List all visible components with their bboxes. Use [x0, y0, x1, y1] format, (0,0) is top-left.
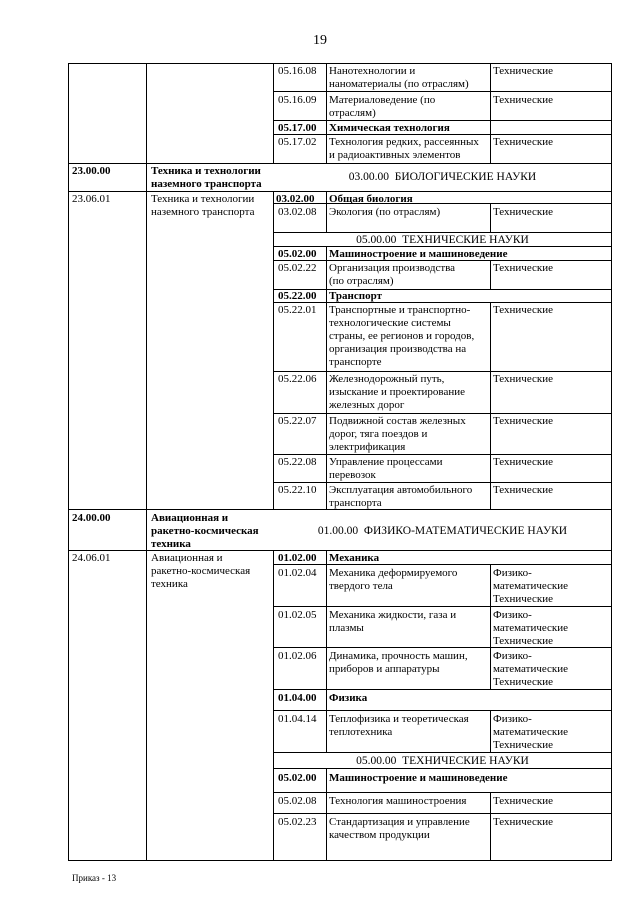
table-border — [273, 710, 612, 711]
row-name: Механика — [329, 552, 380, 564]
table-border — [68, 163, 612, 164]
science-header: 01.00.00 ФИЗИКО-МАТЕМАТИЧЕСКИЕ НАУКИ — [317, 525, 568, 537]
table-border — [146, 63, 147, 861]
row-name: Эксплуатация автомобильного транспорта — [329, 484, 473, 509]
table-border — [68, 63, 612, 64]
row-branch: Физико- математические Технические — [493, 650, 569, 688]
table-border — [273, 203, 612, 204]
row-branch: Технические — [493, 304, 553, 316]
row-branch: Технические — [493, 795, 553, 807]
row-branch: Технические — [493, 373, 553, 385]
table-border — [273, 606, 612, 607]
row-name: Транспорт — [329, 290, 382, 302]
row-code: 05.02.00 — [278, 772, 317, 784]
row-name: Машиностроение и машиноведение — [329, 772, 508, 784]
table-border — [273, 813, 612, 814]
row-branch: Технические — [493, 262, 553, 274]
row-code: 05.22.07 — [278, 415, 317, 427]
table-border — [490, 710, 491, 752]
table-border — [68, 191, 612, 192]
row-code: 01.04.14 — [278, 713, 317, 725]
table-border — [490, 63, 491, 163]
group-code: 24.00.00 — [72, 512, 111, 524]
row-branch: Технические — [493, 206, 553, 218]
row-name: Технология редких, рассеянных и радиоактивных элементов — [329, 136, 479, 161]
row-name: Организация производства (по отраслям) — [329, 262, 456, 287]
row-code: 05.02.22 — [278, 262, 317, 274]
table-border — [273, 413, 612, 414]
table-border — [273, 63, 274, 163]
row-branch: Технические — [493, 136, 553, 148]
row-code: 01.02.06 — [278, 650, 317, 662]
table-border — [273, 792, 612, 793]
table-border — [273, 371, 612, 372]
row-branch: Физико- математические Технические — [493, 567, 569, 605]
row-code: 05.17.00 — [278, 122, 317, 134]
row-name: Машиностроение и машиноведение — [329, 248, 508, 260]
row-code: 05.22.08 — [278, 456, 317, 468]
table-border — [326, 191, 327, 232]
table-border — [490, 792, 491, 860]
row-name: Общая биология — [329, 193, 413, 205]
row-name: Железнодорожный путь, изыскание и проектирование железных дорог — [329, 373, 465, 411]
row-code: 05.16.08 — [278, 65, 317, 77]
row-branch: Технические — [493, 484, 553, 496]
science-header: 05.00.00 ТЕХНИЧЕСКИЕ НАУКИ — [356, 234, 529, 246]
row-name: Физика — [329, 692, 368, 704]
row-code: 05.02.23 — [278, 816, 317, 828]
row-code: 05.22.10 — [278, 484, 317, 496]
table-border — [490, 260, 491, 289]
table-border — [68, 550, 612, 551]
row-name: Материаловедение (по отраслям) — [329, 94, 436, 119]
table-border — [490, 302, 491, 509]
row-code: 01.02.00 — [278, 552, 317, 564]
row-name: Нанотехнологии и наноматериалы (по отраслям) — [329, 65, 469, 90]
table-border — [326, 246, 327, 509]
table-border — [490, 203, 491, 232]
table-border — [273, 120, 612, 121]
row-name: Динамика, прочность машин, приборов и аппаратуры — [329, 650, 468, 675]
table-border — [611, 63, 612, 861]
science-header: 03.00.00 БИОЛОГИЧЕСКИЕ НАУКИ — [348, 171, 537, 183]
table-border — [68, 860, 612, 861]
science-header: 05.00.00 ТЕХНИЧЕСКИЕ НАУКИ — [356, 755, 529, 767]
row-name: Управление процессами перевозок — [329, 456, 443, 481]
specialty-code: 23.06.01 — [72, 193, 111, 205]
table-border — [490, 564, 491, 689]
row-code: 05.02.08 — [278, 795, 317, 807]
table-border — [273, 454, 612, 455]
table-border — [273, 482, 612, 483]
row-name: Экология (по отраслям) — [329, 206, 441, 218]
specialty-name: Техника и технологии наземного транспорта — [151, 193, 255, 218]
row-branch: Физико- математические Технические — [493, 609, 569, 647]
table-border — [326, 550, 327, 752]
group-name: Техника и технологии наземного транспорта — [151, 165, 262, 190]
specialty-name: Авиационная и ракетно-космическая техника — [151, 552, 251, 590]
row-code: 05.22.06 — [278, 373, 317, 385]
row-name: Химическая технология — [329, 122, 450, 134]
row-code: 05.02.00 — [278, 248, 317, 260]
row-name: Стандартизация и управление качеством продукции — [329, 816, 470, 841]
row-branch: Технические — [493, 94, 553, 106]
group-code: 23.00.00 — [72, 165, 111, 177]
row-branch: Технические — [493, 65, 553, 77]
row-name: Транспортные и транспортно- технологические системы страны, ее регионов и городов, организация производства на транспорте — [329, 304, 475, 368]
row-branch: Технические — [493, 456, 553, 468]
table-border — [273, 768, 612, 769]
row-name: Подвижной состав железных дорог, тяга поездов и электрификация — [329, 415, 466, 453]
table-border — [273, 302, 612, 303]
row-code: 05.17.02 — [278, 136, 317, 148]
table-border — [326, 768, 327, 860]
row-code: 03.02.08 — [278, 206, 317, 218]
table-border — [273, 752, 612, 753]
specialty-code: 24.06.01 — [72, 552, 111, 564]
row-code: 05.22.00 — [278, 290, 317, 302]
row-name: Механика жидкости, газа и плазмы — [329, 609, 457, 634]
group-name: Авиационная и ракетно-космическая техника — [151, 512, 259, 550]
table-border — [273, 289, 612, 290]
row-branch: Физико- математические Технические — [493, 713, 569, 751]
row-code: 01.02.05 — [278, 609, 317, 621]
row-code: 01.02.04 — [278, 567, 317, 579]
page-number: 19 — [313, 33, 327, 48]
table-border — [273, 564, 612, 565]
row-name: Теплофизика и теоретическая теплотехника — [329, 713, 469, 738]
table-border — [68, 63, 69, 861]
row-code: 05.16.09 — [278, 94, 317, 106]
row-branch: Технические — [493, 816, 553, 828]
table-border — [273, 689, 612, 690]
row-code: 03.02.00 — [276, 193, 315, 205]
row-name: Технология машиностроения — [329, 795, 467, 807]
table-border — [273, 91, 612, 92]
row-name: Механика деформируемого твердого тела — [329, 567, 458, 592]
table-border — [326, 63, 327, 163]
row-code: 05.22.01 — [278, 304, 317, 316]
footer-note: Приказ - 13 — [72, 873, 117, 883]
row-code: 01.04.00 — [278, 692, 317, 704]
row-branch: Технические — [493, 415, 553, 427]
